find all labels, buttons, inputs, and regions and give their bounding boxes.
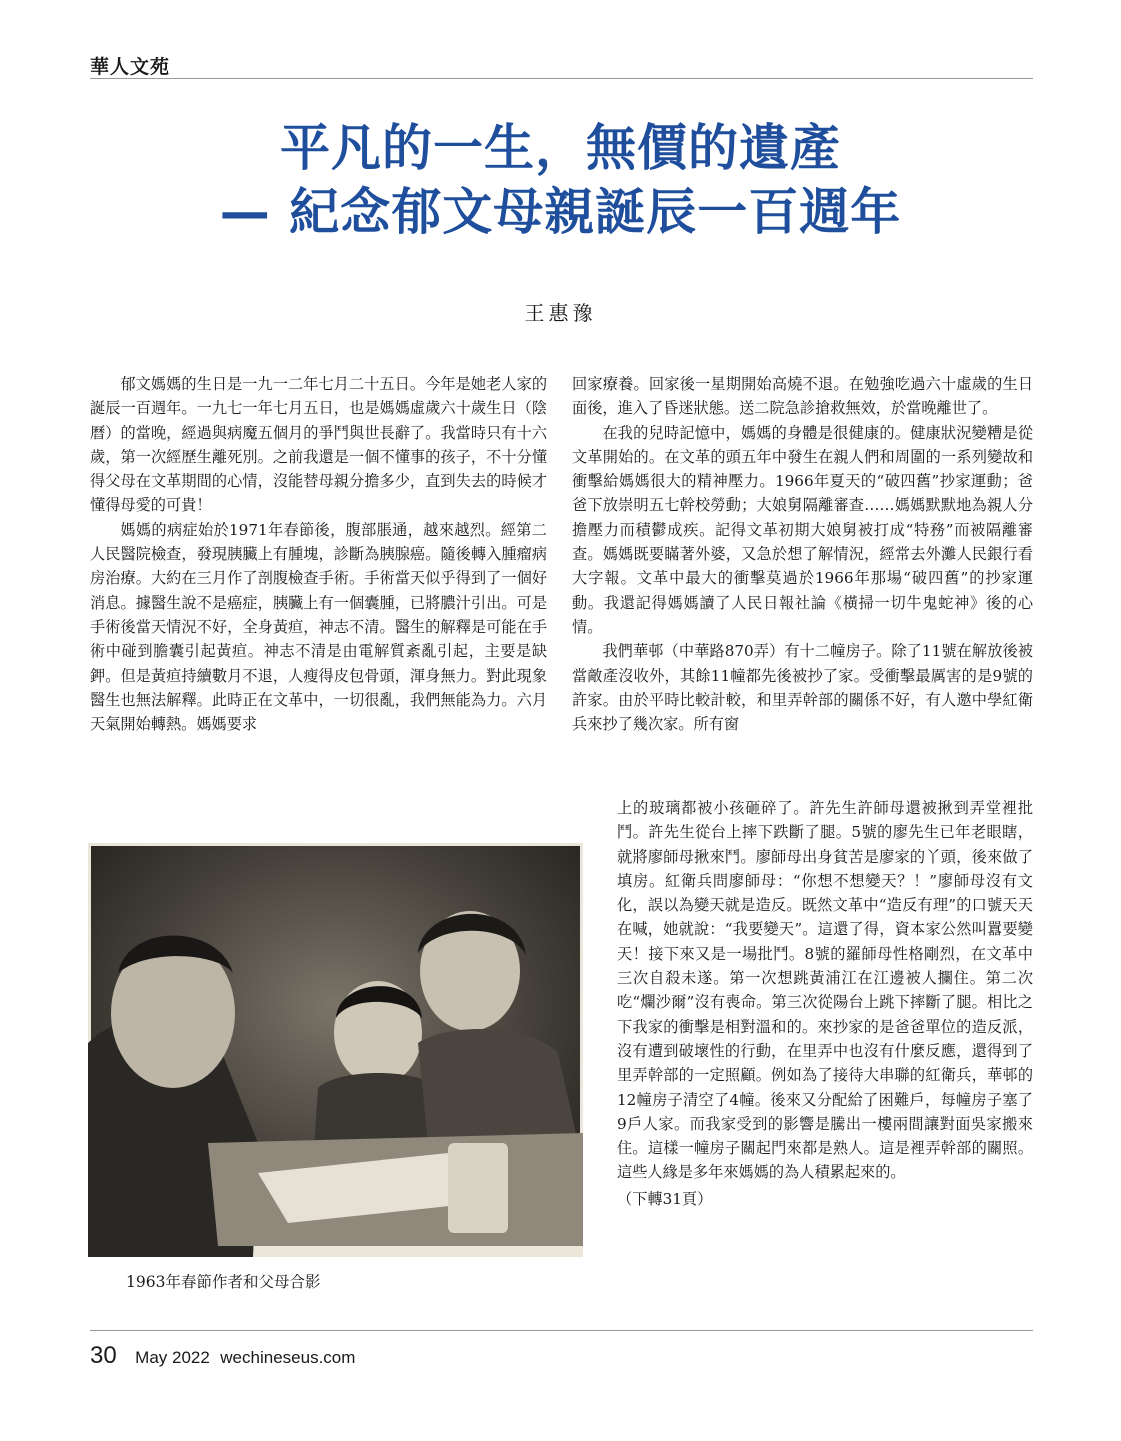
paragraph: 在我的兒時記憶中，媽媽的身體是很健康的。健康狀況變糟是從文革開始的。在文革的頭五年中發生在親人們和周圍的一系列變故和衝擊給媽媽很大的精神壓力。1966年夏天的“破四舊”抄家運動；爸爸下放崇明五七幹校勞動；大娘舅隔離審查……媽媽默默地為親人分擔壓力而積鬱成疾。記得文革初期大娘舅被打成“特務”而被隔離審查。媽媽既要瞞著外婆，又急於想了解情況，經常去外灘人民銀行看大字報。文革中最大的衝擊莫過於1966年那場“破四舊”的抄家運動。我還記得媽媽讀了人民日報社論《橫掃一切牛鬼蛇神》後的心情。 [572,423,1033,636]
page-number: 30 [90,1342,117,1369]
article-title: 平凡的一生，無價的遺產 [280,119,841,177]
text-column-right [572,372,1033,736]
header-divider [90,78,1033,79]
paragraph: 媽媽的病症始於1971年春節後，腹部脹通，越來越烈。經第二人民醫院檢查，發現胰臟上有腫塊，診斷為胰腺癌。隨後轉入腫瘤病房治療。大約在三月作了剖腹檢查手術。手術當天似乎得到了一個好消息。據醫生說不是癌症，胰臟上有一個囊腫，已將膿汁引出。可是手術後當天情況不好，全身黃疸，神志不清。醫生的解釋是可能在手術中碰到膽囊引起黃疸。神志不清是由電解質紊亂引起，主要是缺鉀。但是黃疸持續數月不退，人瘦得皮包骨頭，渾身無力。對此現象醫生也無法解釋。此時正在文革中，一切很亂，我們無能為力。六月天氣開始轉熱。媽媽要求 [90,520,547,734]
footer-divider [90,1330,1033,1331]
website-link[interactable]: wechineseus.com [220,1348,356,1367]
photo-caption: 1963年春節作者和父母合影 [126,1273,321,1291]
section-header: 華人文苑 [90,56,171,78]
paragraph: 上的玻璃都被小孩砸碎了。許先生許師母還被揪到弄堂裡批鬥。許先生從台上摔下跌斷了腿。5號的廖先生已年老眼瞎，就將廖師母揪來鬥。廖師母出身貧苦是廖家的丫頭，後來做了填房。紅衛兵問廖師母：“你想不想變天？！”廖師母沒有文化，誤以為變天就是造反。既然文革中“造反有理”的口號天天在喊，她就說：“我要變天”。這還了得，資本家公然叫囂要變天！接下來又是一場批鬥。8號的羅師母性格剛烈，在文革中三次自殺未遂。第一次想跳黃浦江在江邊被人攔住。第二次吃“爛沙爾”沒有喪命。第三次從陽台上跳下摔斷了腿。相比之下我家的衝擊是相對溫和的。來抄家的是爸爸單位的造反派，沒有遭到破壞性的行動，在里弄中也沒有什麼反應，還得到了里弄幹部的一定照顧。例如為了接待大串聯的紅衛兵，華邨的12幢房子清空了4幢。後來又分配給了困難戶，每幢房子塞了9戶人家。而我家受到的影響是騰出一樓兩間讓對面吳家搬來住。這樣一幢房子關起門來都是熟人。這是裡弄幹部的關照。這些人緣是多年來媽媽的為人積累起來的。 [617,799,1033,1182]
text-column-left [90,372,547,736]
issue-date: May 2022 [135,1348,210,1367]
paragraph: 郁文媽媽的生日是一九一二年七月二十五日。今年是她老人家的誕辰一百週年。一九七一年七月五日，也是媽媽虛歲六十歲生日（陰曆）的當晚，經過與病魔五個月的爭鬥與世長辭了。我當時只有十六歲，第一次經歷生離死別。之前我還是一個不懂事的孩子，不十分懂得父母在文革期間的心情，沒能替母親分擔多少，直到失去的時候才懂得母愛的可貴！ [90,375,547,515]
author-name: 王惠豫 [524,301,597,325]
continued-note: （下轉31頁） [617,1189,713,1208]
paragraph: 回家療養。回家後一星期開始高燒不退。在勉強吃過六十虛歲的生日面後，進入了昏迷狀態。送二院急診搶救無效，於當晚離世了。 [572,375,1033,418]
page-footer [90,1342,355,1370]
text-column-wrap [617,796,1033,1211]
family-photo [88,843,583,1257]
paragraph: 我們華邨（中華路870弄）有十二幢房子。除了11號在解放後被當敵產沒收外，其餘11幢都先後被抄了家。受衝擊最厲害的是9號的許家。由於平時比較計較，和里弄幹部的關係不好，有人邀中學紅衛兵來抄了幾次家。所有窗 [572,642,1033,734]
article-subtitle: — 紀念郁文母親誕辰一百週年 [219,183,902,241]
